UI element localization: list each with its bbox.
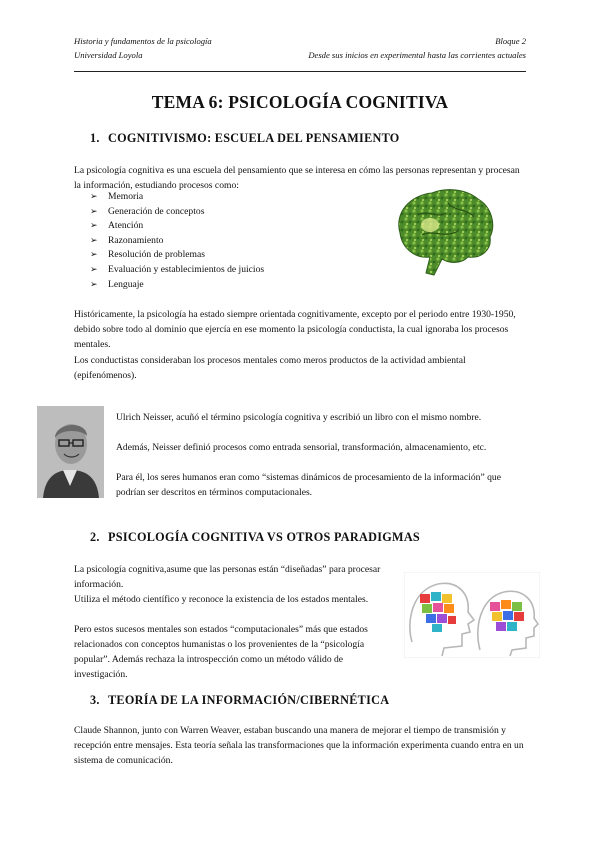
neisser-paragraph-3: Para él, los seres humanos eran como “sistemas dinámicos de procesamiento de la información” que podrían ser descritos en términos computacionales. [116, 472, 501, 498]
list-item: ➢ Evaluación y establecimientos de juicios [90, 263, 264, 278]
section-title: PSICOLOGÍA COGNITIVA VS OTROS PARADIGMAS [108, 530, 421, 544]
list-item: ➢ Lenguaje [90, 278, 264, 293]
brain-image [388, 185, 498, 281]
s2-paragraph-1: La psicología cognitiva,asume que las personas están “diseñadas” para procesar información. [74, 564, 381, 590]
arrow-bullet-icon: ➢ [90, 235, 98, 246]
section-2-heading [90, 530, 420, 545]
arrow-bullet-icon: ➢ [90, 192, 98, 202]
list-item: ➢ Resolución de problemas [90, 248, 264, 263]
s1-behaviorism-paragraph: Los conductistas consideraban los procesos mentales como meros productos de la actividad ambiental (epifenómenos). [74, 355, 466, 381]
arrow-bullet-icon: ➢ [90, 221, 98, 232]
section-1-heading [90, 131, 400, 146]
header-block: Bloque 2 [495, 36, 526, 46]
s1-intro: La psicología cognitiva es una escuela del pensamiento que se interesa en cómo las personas representan y procesan la información, estudiando procesos como: [74, 165, 520, 191]
puzzle-heads-image [404, 572, 540, 658]
header-subtitle: Desde sus inicios en experimental hasta las corrientes actuales [308, 50, 526, 60]
header-course: Historia y fundamentos de la psicología [74, 36, 212, 46]
section-number: 2. [90, 530, 100, 544]
section-number: 3. [90, 693, 100, 707]
list-item: ➢ Atención [90, 219, 264, 234]
s2-paragraph-2: Utiliza el método científico y reconoce la existencia de los estados mentales. [74, 594, 369, 605]
neisser-paragraph-1: Ulrich Neisser, acuñó el término psicología cognitiva y escribió un libro con el mismo nombre. [116, 412, 482, 423]
list-item: ➢ Razonamiento [90, 234, 264, 249]
neisser-paragraph-2: Además, Neisser definió procesos como entrada sensorial, transformación, almacenamiento, etc. [116, 442, 487, 453]
arrow-bullet-icon: ➢ [90, 250, 98, 261]
arrow-bullet-icon: ➢ [90, 264, 98, 275]
process-list [90, 190, 264, 292]
list-item: ➢ Memoria [90, 190, 264, 205]
section-number: 1. [90, 131, 100, 145]
section-title: COGNITIVISMO: ESCUELA DEL PENSAMIENTO [108, 131, 400, 145]
neisser-portrait [37, 406, 104, 498]
page-title: TEMA 6: PSICOLOGÍA COGNITIVA [151, 92, 449, 112]
s3-paragraph: Claude Shannon, junto con Warren Weaver, estaban buscando una manera de mejorar el tiempo de transmisión y recepción entre mensajes. Esta teoría señala las transformaciones que la información experimenta cuando entra en un sistema de comunicación. [74, 725, 524, 766]
s2-paragraph-3: Pero estos sucesos mentales son estados “computacionales” más que estados relacionados con conceptos humanistas o los provenientes de la “psicología popular”. Además rechaza la introspección como un método válido de investigación. [74, 624, 368, 680]
section-3-heading [90, 693, 389, 708]
s1-history-paragraph: Históricamente, la psicología ha estado siempre orientada cognitivamente, excepto por el periodo entre 1930-1950, debido sobre todo al dominio que ejercía en ese momento la psicología conductista, la cual ignoraba los procesos mentales. [74, 309, 516, 350]
header-university: Universidad Loyola [74, 50, 143, 60]
section-title: TEORÍA DE LA INFORMACIÓN/CIBERNÉTICA [108, 693, 390, 707]
page-header [74, 34, 526, 62]
header-divider [74, 71, 526, 72]
list-item: ➢ Generación de conceptos [90, 205, 264, 220]
arrow-bullet-icon: ➢ [90, 206, 98, 217]
arrow-bullet-icon: ➢ [90, 279, 98, 290]
